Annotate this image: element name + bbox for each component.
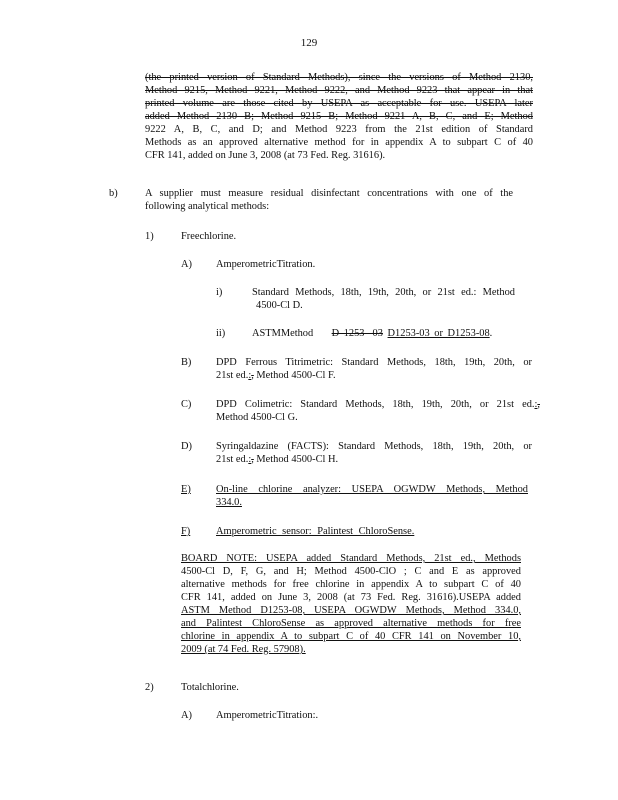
item-1f-text: Amperometric sensor: Palintest ChloroSense. bbox=[216, 526, 415, 537]
board-note-line: BOARD NOTE: USEPA added Standard Methods, 21st ed., Methods bbox=[181, 553, 521, 564]
item-1ai-line: Standard Methods, 18th, 19th, 20th, or 21st ed.: Method bbox=[252, 287, 515, 298]
item-1e-line: On-line chlorine analyzer: USEPA OGWDW Methods, Method bbox=[216, 484, 528, 495]
item-1e-text bbox=[216, 483, 528, 509]
item-1b-text bbox=[216, 356, 532, 382]
item-1ai-text bbox=[252, 286, 515, 312]
subsection-b-line: A supplier must measure residual disinfectant concentrations with one of the bbox=[145, 188, 513, 199]
item-2a-heading: AmperometricTitration:. bbox=[216, 710, 319, 721]
board-note-line: alternative methods for free chlorine in appendix A to subpart C of 40 bbox=[181, 579, 521, 590]
page-number: 129 bbox=[300, 37, 318, 49]
board-note-line: 4500-Cl D, F, G, and H; Method 4500-ClO ; C and E as approved bbox=[181, 566, 521, 577]
item-label-1aii: ii) bbox=[216, 328, 226, 339]
item-1d-line: 21st ed.:, Method 4500-Cl H. bbox=[216, 454, 339, 465]
intro-line: 9222 A, B, C, and D; and Method 9223 from the 21st edition of Standard bbox=[145, 124, 533, 135]
item-1b-line: 21st ed.:, Method 4500-Cl F. bbox=[216, 370, 336, 381]
subsection-label-b: b) bbox=[109, 188, 118, 199]
item-label-1e: E) bbox=[181, 484, 191, 495]
item-1a-heading: AmperometricTitration. bbox=[216, 259, 316, 270]
intro-line-struck: printed volume are those cited by USEPA as acceptable for use. USEPA later bbox=[145, 98, 533, 109]
item-label-2a: A) bbox=[181, 710, 192, 721]
item-1c-line: DPD Colimetric: Standard Methods, 18th, 19th, 20th, or 21st ed.:, bbox=[216, 399, 540, 410]
item-1b-line: DPD Ferrous Titrimetric: Standard Methods, 18th, 19th, 20th, or bbox=[216, 357, 532, 368]
item-1c-text bbox=[216, 398, 540, 424]
board-note bbox=[181, 552, 521, 656]
item-label-1a: A) bbox=[181, 259, 192, 270]
intro-line: CFR 141, added on June 3, 2008 (at 73 Fed. Reg. 31616). bbox=[145, 150, 386, 161]
item-label-1: 1) bbox=[145, 231, 154, 242]
item-1aii-prefix: ASTMMethod bbox=[252, 328, 314, 339]
board-note-line: 2009 (at 74 Fed. Reg. 57908). bbox=[181, 644, 306, 655]
board-note-line: ASTM Method D1253-08, USEPA OGWDW Methods, Method 334.0, bbox=[181, 605, 521, 616]
item-label-1c: C) bbox=[181, 399, 192, 410]
item-1d-text bbox=[216, 440, 532, 466]
item-1aii-struck: D 1253 -03 bbox=[331, 328, 383, 339]
item-1aii-text bbox=[252, 327, 492, 340]
item-1c-line: Method 4500-Cl G. bbox=[216, 412, 298, 423]
item-1-heading: Freechlorine. bbox=[181, 231, 237, 242]
item-2-heading: Totalchlorine. bbox=[181, 682, 239, 693]
item-1e-line: 334.0. bbox=[216, 497, 242, 508]
board-note-line: CFR 141, added on June 3, 2008 (at 73 Fed. Reg. 31616).USEPA added bbox=[181, 592, 521, 603]
board-note-line: chlorine in appendix A to subpart C of 40 CFR 141 on November 10, bbox=[181, 631, 521, 642]
item-1d-line: Syringaldazine (FACTS): Standard Methods, 18th, 19th, 20th, or bbox=[216, 441, 532, 452]
item-label-1ai: i) bbox=[216, 287, 223, 298]
intro-paragraph bbox=[145, 71, 533, 162]
item-label-1b: B) bbox=[181, 357, 192, 368]
intro-line-struck: added Method 2130 B; Method 9215 B; Method 9221 A, B, C, and E; Method bbox=[145, 111, 533, 122]
item-1aii-suffix: . bbox=[489, 328, 493, 339]
intro-line-struck: (the printed version of Standard Methods), since the versions of Method 2130, bbox=[145, 72, 533, 83]
item-label-1d: D) bbox=[181, 441, 192, 452]
item-label-2: 2) bbox=[145, 682, 154, 693]
subsection-b-line: following analytical methods: bbox=[145, 201, 270, 212]
item-1ai-line: 4500-Cl D. bbox=[256, 300, 303, 311]
subsection-b-text bbox=[145, 187, 513, 213]
intro-line: Methods as an approved alternative method for in appendix A to subpart C of 40 bbox=[145, 137, 533, 148]
item-label-1f: F) bbox=[181, 526, 191, 537]
item-1aii-added: D1253-03 or D1253-08 bbox=[387, 328, 490, 339]
intro-line-struck: Method 9215, Method 9221, Method 9222, and Method 9223 that appear in that bbox=[145, 85, 533, 96]
board-note-line: and Palintest ChloroSense as approved alternative methods for free bbox=[181, 618, 521, 629]
